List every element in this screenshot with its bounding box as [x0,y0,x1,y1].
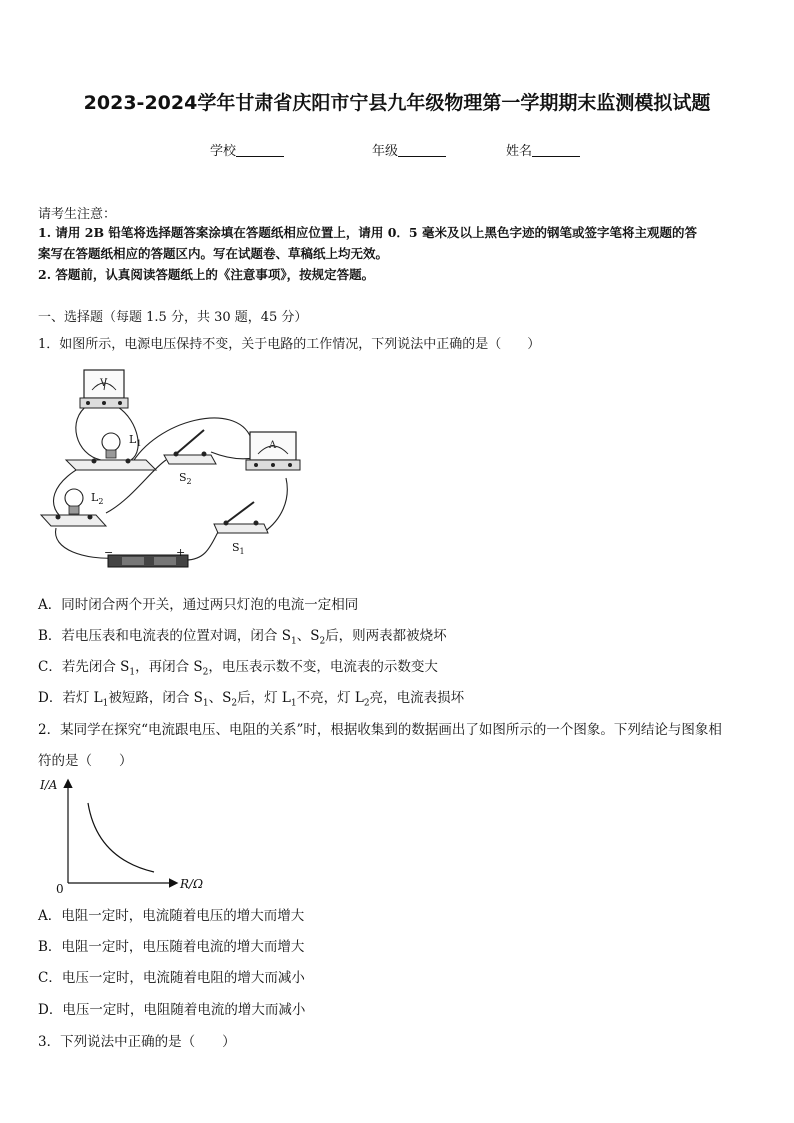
voltmeter-icon [80,370,128,408]
lamp-l1-icon [66,433,156,470]
origin-label: 0 [56,882,64,895]
ammeter-label: A [269,440,277,451]
ir-curve [88,803,154,872]
grade-label: 年级 [372,144,399,159]
switch-s1-icon [214,502,268,533]
q1-option-b: B．若电压表和电流表的位置对调，闭合 $S_1$、$S_2$后，则两表都被烧坏 [38,628,447,647]
question-2-stem-line1: 2．某同学在探究“电流跟电压、电阻的关系”时，根据收集到的数据画出了如图所示的一个图象。下列结论与图象相 [38,722,722,738]
grade-field [372,140,446,159]
notice-item1-line1: 1. 请用 2B 铅笔将选择题答案涂填在答题纸相应位置上，请用 0．5 毫米及以上黑色字迹的钢笔或签字笔将主观题的答 [38,225,697,240]
q1-option-a: A．同时闭合两个开关，通过两只灯泡的电流一定相同 [38,597,359,613]
q1-option-d: D．若灯 $L_1$被短路，闭合 $S_1$、$S_2$后，灯 $L_1$不亮，灯 $L_2$亮，电流表损坏 [38,690,465,709]
section-heading: 一、选择题（每题 1.5 分，共 30 题，45 分） [38,310,308,325]
y-axis-label: I/A [40,778,58,792]
lamp-l2-label: $L_2$ [91,491,104,506]
question-3-stem: 3．下列说法中正确的是（ ） [38,1034,236,1050]
grade-blank [398,144,446,157]
q2-option-d: D．电压一定时，电阻随着电流的增大而减小 [38,1002,306,1018]
circuit-figure [36,360,316,575]
switch-s2-icon [164,430,216,464]
lamp-l1-label: $L_1$ [129,433,142,448]
battery-plus-label: + [176,546,186,559]
switch-s2-label: $S_2$ [179,471,192,486]
switch-s1-label: $S_1$ [232,541,245,556]
page-title: 2023-2024学年甘肃省庆阳市宁县九年级物理第一学期期末监测模拟试题 [83,92,711,114]
name-label: 姓名 [506,144,533,159]
ammeter-icon [246,432,300,470]
notice-heading: 请考生注意： [38,207,117,222]
notice-item1-line2: 案写在答题纸相应的答题区内。写在试题卷、草稿纸上均无效。 [38,246,389,261]
x-axis-label: R/Ω [180,877,204,891]
q2-option-a: A．电阻一定时，电流随着电压的增大而增大 [38,908,305,924]
school-blank [236,144,284,157]
q2-option-b: B．电阻一定时，电压随着电流的增大而增大 [38,939,305,955]
notice-item2: 2. 答题前，认真阅读答题纸上的《注意事项》，按规定答题。 [38,267,375,282]
question-1-stem: 1．如图所示，电源电压保持不变，关于电路的工作情况，下列说法中正确的是（ ） [38,337,541,352]
battery-minus-label: − [104,546,114,559]
name-blank [532,144,580,157]
ir-graph [36,775,216,895]
name-field [506,140,580,159]
q2-option-c: C．电压一定时，电流随着电阻的增大而减小 [38,970,305,986]
voltmeter-label: V [100,378,108,389]
question-2-stem-line2: 符的是（ ） [38,753,133,769]
school-label: 学校 [210,144,237,159]
q1-option-c: C．若先闭合 $S_1$，再闭合 $S_2$，电压表示数不变，电流表的示数变大 [38,659,438,678]
school-field [210,140,284,159]
